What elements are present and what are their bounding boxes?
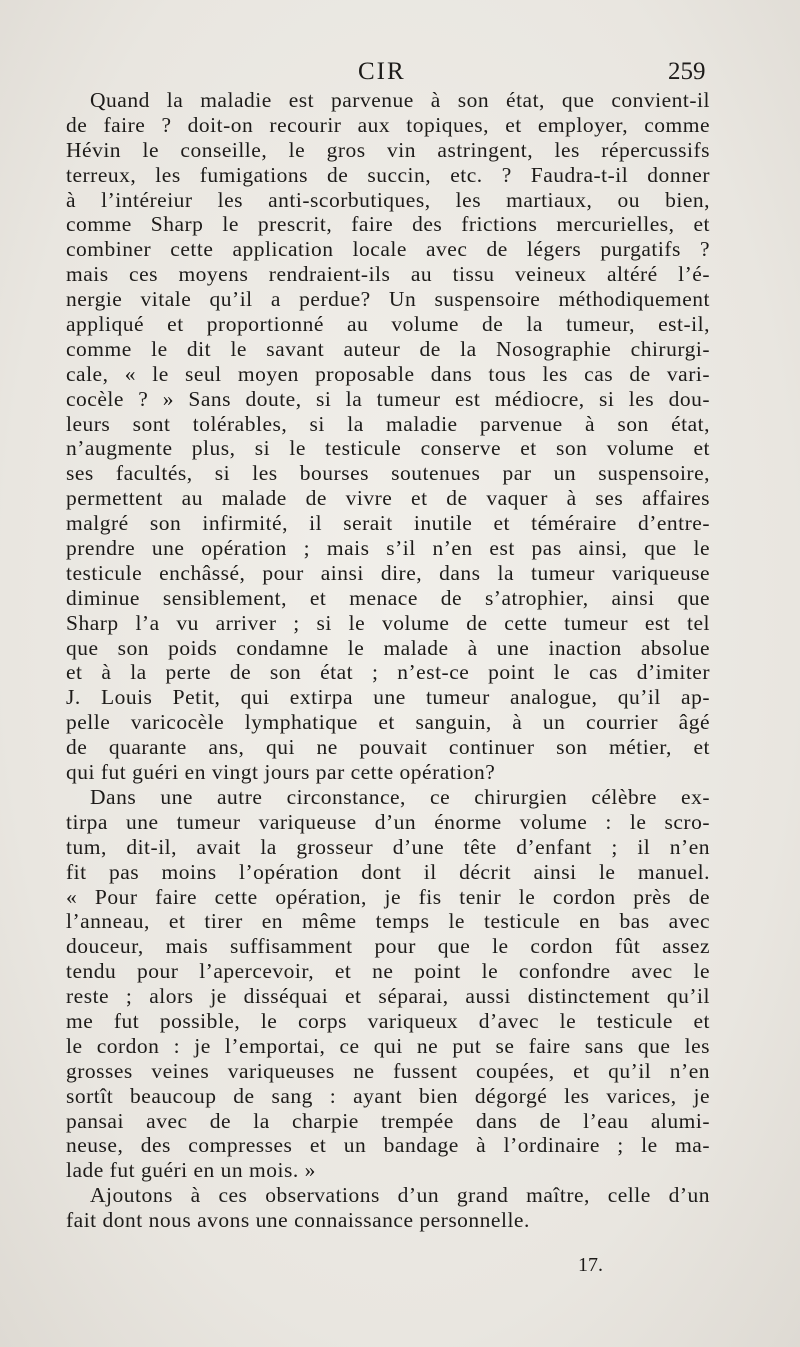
text-line: mais ces moyens rendraient-ils au tissu veineux altéré l’é- — [66, 262, 710, 287]
text-line: Hévin le conseille, le gros vin astringent, les répercussifs — [66, 137, 710, 162]
running-title: CIR — [358, 58, 406, 85]
text-line: fit pas moins l’opération dont il décrit ainsi le manuel. — [66, 859, 710, 884]
text-line: lade fut guéri en un mois. » — [66, 1158, 316, 1183]
text-line: nergie vitale qu’il a perdue? Un suspensoire méthodiquement — [66, 287, 710, 312]
text-line: malgré son infirmité, il serait inutile et téméraire d’entre- — [66, 511, 710, 536]
text-line: comme le dit le savant auteur de la Nosographie chirurgi- — [66, 336, 710, 361]
text-line: appliqué et proportionné au volume de la tumeur, est-il, — [66, 312, 710, 337]
text-line: fait dont nous avons une connaissance personnelle. — [66, 1208, 530, 1233]
text-line: et à la perte de son état ; n’est-ce point le cas d’imiter — [66, 660, 710, 685]
text-line: Ajoutons à ces observations d’un grand maître, celle d’un — [90, 1183, 710, 1208]
text-line: neuse, des compresses et un bandage à l’ordinaire ; le ma- — [66, 1133, 710, 1158]
text-line: testicule enchâssé, pour ainsi dire, dans la tumeur variqueuse — [66, 560, 710, 585]
paragraph — [66, 785, 710, 1183]
text-line: de quarante ans, qui ne pouvait continuer son métier, et — [66, 735, 710, 760]
text-line: combiner cette application locale avec de légers purgatifs ? — [66, 237, 710, 262]
text-line: grosses veines variqueuses ne fussent coupées, et qu’il n’en — [66, 1058, 710, 1083]
text-line: leurs sont tolérables, si la maladie parvenue à son état, — [66, 411, 710, 436]
text-line: l’anneau, et tirer en même temps le testicule en bas avec — [66, 909, 710, 934]
text-line: ses facultés, si les bourses soutenues par un suspensoire, — [66, 461, 710, 486]
text-line: qui fut guéri en vingt jours par cette opération? — [66, 760, 496, 785]
text-line: pelle varicocèle lymphatique et sanguin, à un courrier âgé — [66, 710, 710, 735]
text-line: de faire ? doit-on recourir aux topiques, et employer, comme — [66, 112, 710, 137]
text-line: le cordon : je l’emportai, ce qui ne put se faire sans que les — [66, 1033, 710, 1058]
text-line: tirpa une tumeur variqueuse d’un énorme volume : le scro- — [66, 809, 710, 834]
text-line: n’augmente plus, si le testicule conserve et son volume et — [66, 436, 710, 461]
text-line: prendre une opération ; mais s’il n’en est pas ainsi, que le — [66, 536, 710, 561]
text-line: cocèle ? » Sans doute, si la tumeur est médiocre, si les dou- — [66, 386, 710, 411]
text-line: comme Sharp le prescrit, faire des frictions mercurielles, et — [66, 212, 710, 237]
text-line: sortît beaucoup de sang : ayant bien dégorgé les varices, je — [66, 1083, 710, 1108]
text-line: diminue sensiblement, et menace de s’atrophier, ainsi que — [66, 585, 710, 610]
text-line: Sharp l’a vu arriver ; si le volume de cette tumeur est tel — [66, 610, 710, 635]
text-line: reste ; alors je disséquai et séparai, aussi distinctement qu’il — [66, 984, 710, 1009]
text-line: à l’intéreiur les anti-scorbutiques, les martiaux, ou bien, — [66, 187, 710, 212]
body-text — [66, 88, 710, 1233]
text-line: douceur, mais suffisamment pour que le cordon fût assez — [66, 934, 710, 959]
text-line: « Pour faire cette opération, je fis tenir le cordon près de — [66, 884, 710, 909]
paragraph — [66, 1183, 710, 1233]
text-line: Quand la maladie est parvenue à son état, que convient-il — [90, 88, 710, 112]
paragraph — [66, 88, 710, 785]
page-number: 259 — [668, 58, 706, 85]
text-line: tum, dit-il, avait la grosseur d’une tête d’enfant ; il n’en — [66, 834, 710, 859]
running-header — [0, 58, 800, 92]
text-line: Dans une autre circonstance, ce chirurgien célèbre ex- — [90, 784, 710, 809]
text-line: cale, « le seul moyen proposable dans tous les cas de vari- — [66, 361, 710, 386]
text-line: J. Louis Petit, qui extirpa une tumeur analogue, qu’il ap- — [66, 685, 710, 710]
text-line: me fut possible, le corps variqueux d’avec le testicule et — [66, 1008, 710, 1033]
text-line: permettent au malade de vivre et de vaquer à ses affaires — [66, 486, 710, 511]
signature-mark: 17. — [578, 1254, 603, 1276]
text-line: terreux, les fumigations de succin, etc. ? Faudra-t-il donner — [66, 162, 710, 187]
text-line: pansai avec de la charpie trempée dans de l’eau alumi- — [66, 1108, 710, 1133]
text-line: tendu pour l’apercevoir, et ne point le confondre avec le — [66, 959, 710, 984]
text-line: que son poids condamne le malade à une inaction absolue — [66, 635, 710, 660]
